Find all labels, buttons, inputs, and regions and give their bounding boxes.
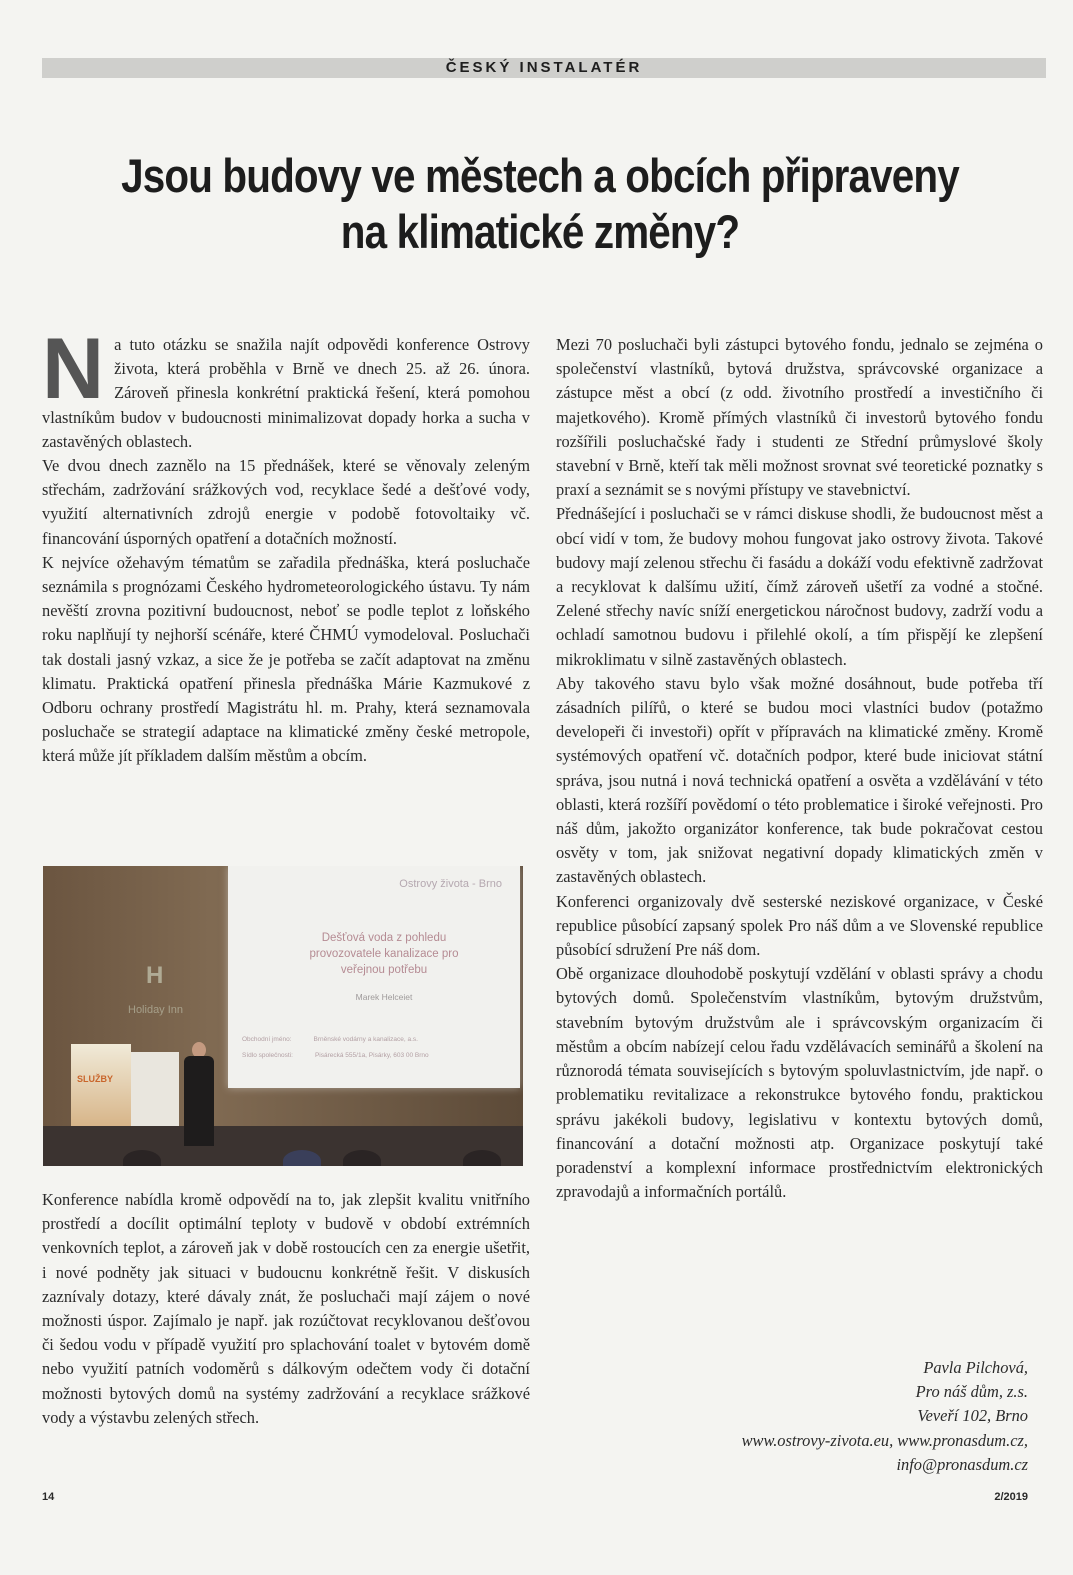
paragraph: Ve dvou dnech zaznělo na 15 přednášek, které se věnovaly zeleným střechám, zadržování srážkových vod, recyklace šedé a dešťové vody, využití alternativních zdrojů energie v podobě fotovoltaiky vč. financování úsporných opatření a dotačních možností. [42,456,530,548]
paragraph: K nejvíce ožehavým tématům se zařadila přednáška, která posluchače seznámila s prognózami Českého hydrometeorologického ústavu. Ty nám nevěští zrovna pozitivní budoucnost, neboť se podle teplot z loňského roku naplňují ty nejhorší scénáře, které ČHMÚ vymodeloval. Posluchači tak dostali jasný vzkaz, a sice že je potřeba se začít adaptovat na změnu klimatu. Praktická opatření přinesla přednáška Márie Kazmukové z Odboru ochrany prostředí Magistrátu hl. m. Prahy, která seznamovala posluchače se strategií adaptace na klimatické změny české metropole, která může jít příkladem dalším městům a obcím. [42,552,530,766]
screen-author: Marek Helceiet [355,992,413,1002]
screen-row [242,1036,418,1043]
screen-row-value: Pisárecká 555/1a, Pisárky, 603 00 Brno [314,1052,429,1059]
header-band [42,58,1046,78]
screen-heading-line: provozovatele kanalizace pro [309,948,459,960]
projection-screen [228,866,520,1088]
paragraph: Aby takového stavu bylo však možné dosáhnout, bude potřeba tří zásadních pilířů, o které se budou moci vlastníci budov (potažmo developeři či investoři) opřít v přípravách na klimatické změny. Kromě systémových opatření vč. dotačních podpor, které bude iniciovat státní správa, jsou nutná i nová technická opatření a osvěta a vzdělávání v této oblasti, která rozšíří povědomí o této problematice i široké veřejnosti. Pro náš dům, jakožto organizátor konference, tak bude pokračovat cestou osvěty v tom, jak snižovat negativní dopady klimatických změn v zastavěných oblastech. [556,673,1043,887]
screen-heading-line: veřejnou potřebu [340,964,428,976]
author-email: info@pronasdum.cz [896,1454,1028,1474]
audience-heads [43,1142,523,1166]
speaker-figure [180,1042,218,1146]
article-title [110,148,970,260]
paragraph: Konferenci organizovaly dvě sesterské neziskové organizace, v České republice působící zapsaný spolek Pro náš dům a ve Slovenské republice působící sdružení Pre náš dom. [556,891,1043,960]
issue-number: 2/2019 [994,1491,1028,1503]
screen-heading [278,930,490,978]
left-column-bottom [42,1188,530,1430]
screen-row-value: Brněnské vodárny a kanalizace, a.s. [313,1036,418,1043]
hotel-sign: H [146,962,164,989]
article-title-line-1: Jsou budovy ve městech a obcích připraveny [121,149,959,202]
paragraph: Přednášející i posluchači se v rámci diskuse shodli, že budoucnost měst a obcí vidí v tom, že budovy mohou fungovat jako ostrovy života. Takové budovy mají zelenou střechu či fasádu a dokáží vodu efektivně zadržovat a recyklovat k dalšímu užití, čímž zároveň ušetří za vodné a stočné. Zelené střechy navíc sníží energetickou náročnost budovy, zadrží vodu a ochladí samotnou budovu i přilehlé okolí, a tím přispějí ke zlepšení mikroklimatu v silně zastavěných oblastech. [556,504,1043,669]
author-org: Pro náš dům, z.s. [915,1382,1028,1402]
paragraph-text: a tuto otázku se snažila najít odpovědi konference Ostrovy života, která proběhla v Brně ve dnech 25. až 26. února. Zároveň přinesla konkrétní praktická řešení, která pomohou vlastníkům budov v budoucnosti minimalizovat dopady horka a sucha v zastavěných oblastech. [42,335,530,451]
audience-head [343,1150,381,1166]
screen-row-label: Sídlo společnosti: [242,1052,293,1059]
paragraph: Obě organizace dlouhodobě poskytují vzdělání v oblasti správy a chodu bytových domů. Společenstvím vlastníkům, bytovým družstvům, stavebním bytovým družstvům ale i správcovským organizacím či městům a obcím nabízejí celou řadu vzdělávacích seminářů a školení na různorodá témata souvisejících s bytovým spoluvlastnictvím, jde např. o problematiku revitalizace a rekonstrukce bytového fondu, praktickou správu jakékoli budovy, legislativu v kontextu bytových domů, financování a dotační možnosti atp. Organizace poskytují také poradenství a komplexní informace prostřednictvím elektronických zpravodajů a informačních portálů. [556,964,1043,1202]
audience-head [123,1150,161,1166]
audience-head [463,1150,501,1166]
author-address: Veveří 102, Brno [917,1406,1028,1426]
magazine-title: ČESKÝ INSTALATÉR [445,59,643,76]
audience-head [283,1150,321,1166]
paragraph [42,321,530,454]
screen-row [242,1052,429,1059]
article-title-line-2: na klimatické změny? [340,205,740,258]
banner-label: SLUŽBY [77,1074,113,1084]
conference-photo [43,866,523,1166]
left-column [42,321,530,769]
drop-cap: N [42,321,105,417]
speaker-body [184,1056,214,1146]
right-column [556,333,1043,1204]
paragraph: Mezi 70 posluchači byli zástupci bytového fondu, jednalo se zejména o společenství vlastníků, bytová družstva, správcovské organizace a zástupce měst a obcí (z odd. životního prostředí a investičního či majetkového). Kromě přímých vlastníků či investorů bytového fondu rozšířili posluchačské řady i studenti ze Střední průmyslové školy stavební v Brně, kteří tak měli možnost srovnat své teoretické poznatky s praxí a seznámit se s novými přístupy ve stavebnictví. [556,335,1043,500]
paragraph: Konference nabídla kromě odpovědí na to, jak zlepšit kvalitu vnitřního prostředí a docílit optimální teploty v budově v období extrémních venkovních teplot, a zároveň jak v době rostoucích cen za energie ušetřit, i nové podněty jak situaci v budoucnu konkrétně řešit. V diskusích zaznívaly dotazy, které dávaly znát, že posluchači mají zájem o nové možnosti úspor. Zajímalo je např. jak rozúčtovat recyklovanou dešťovou či šedou vodu v případě využití pro splachování toalet v bytovém domě nebo využití patních vodoměrů s dálkovým odečtem vody či dotační možnosti bytových domů na systémy zadržování a recyklace srážkové vody a výstavbu zelených střech. [42,1190,530,1427]
screen-brand: Ostrovy života - Brno [399,878,502,890]
hotel-name: Holiday Inn [128,1004,184,1016]
author-name: Pavla Pilchová, [923,1358,1028,1377]
screen-row-label: Obchodní jméno: [242,1036,292,1043]
page-number: 14 [42,1491,55,1503]
author-web: www.ostrovy-zivota.eu, www.pronasdum.cz, [741,1430,1028,1450]
screen-heading-line: Dešťová voda z pohledu [321,932,447,944]
author-signature [742,1356,1028,1477]
